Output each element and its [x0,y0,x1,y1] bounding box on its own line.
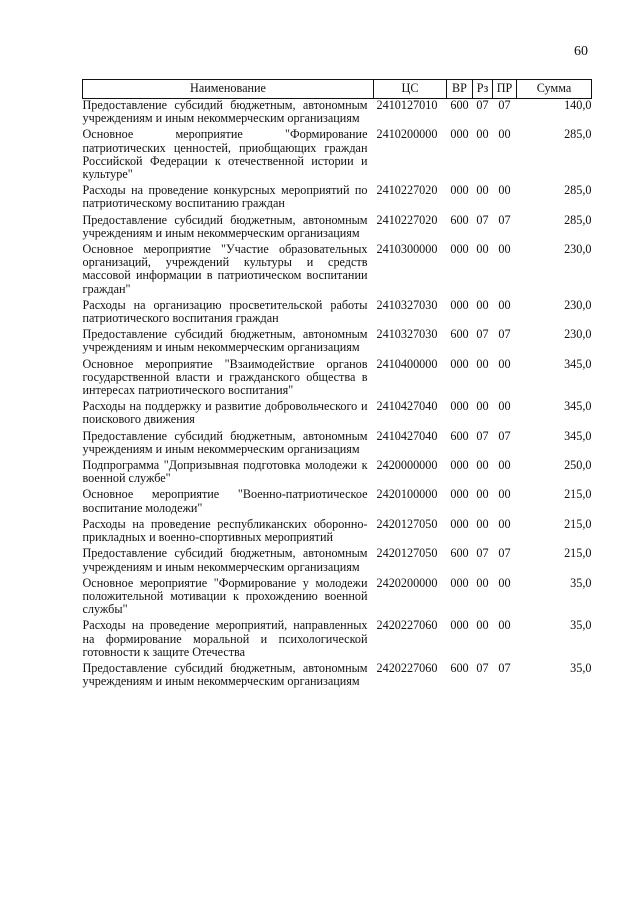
cell-rz: 00 [476,487,489,502]
cell-rz: 00 [476,575,489,590]
cell-sum: 285,0 [564,183,592,198]
cell-vr: 000 [450,242,469,257]
table-row [83,128,592,184]
header-rz: Рз [473,80,493,99]
cell-vr: 000 [450,356,469,371]
cell-name: Основное мероприятие "Взаимодействие органов государственной власти и гражданского общества в интересах патриотического воспитания" [82,356,368,398]
table-row [83,299,592,328]
cell-vr: 000 [450,487,469,502]
cell-vr: 600 [450,212,469,227]
cell-rz: 00 [476,399,489,414]
table-row [83,459,592,488]
cell-sum: 285,0 [564,127,592,142]
cell-sum: 230,0 [564,327,592,342]
cell-pr: 00 [498,356,511,371]
header-cs: ЦС [374,80,447,99]
cell-sum: 345,0 [564,428,592,443]
cell-rz: 00 [476,183,489,198]
cell-sum: 285,0 [564,212,592,227]
cell-vr: 000 [450,127,469,142]
cell-name: Расходы на проведение республиканских оборонно-прикладных и военно-спортивных мероприятий [82,516,368,545]
header-name: Наименование [83,80,374,99]
cell-rz: 00 [476,242,489,257]
cell-pr: 00 [498,575,511,590]
table-row [83,328,592,357]
cell-vr: 600 [450,327,469,342]
cell-cs: 2410127010 [376,98,438,112]
table-row [83,99,592,129]
cell-cs: 2420227060 [376,618,438,633]
cell-sum: 345,0 [564,399,592,414]
cell-sum: 230,0 [564,242,592,257]
header-sum: Сумма [517,80,592,99]
cell-rz: 00 [476,458,489,473]
cell-cs: 2410300000 [376,242,438,257]
cell-pr: 07 [498,546,511,561]
cell-vr: 000 [450,516,469,531]
cell-rz: 00 [476,618,489,633]
cell-cs: 2410400000 [376,356,438,371]
cell-pr: 00 [498,183,511,198]
cell-name: Предоставление субсидий бюджетным, автономным учреждениям и иным некоммерческим организациям [82,546,368,574]
cell-sum: 230,0 [564,297,592,312]
cell-cs: 2420100000 [376,487,438,502]
table-row [83,358,592,401]
cell-cs: 2420000000 [376,458,438,473]
cell-name: Расходы на организацию просветительской работы патриотического воспитания граждан [82,297,368,326]
cell-rz: 00 [476,516,489,531]
cell-cs: 2420127050 [376,546,438,561]
cell-sum: 250,0 [564,458,592,473]
cell-vr: 000 [450,183,469,198]
cell-vr: 600 [450,660,469,675]
cell-sum: 35,0 [570,575,592,590]
cell-cs: 2410327030 [376,327,438,342]
cell-rz: 07 [476,428,489,443]
cell-sum: 35,0 [570,618,592,633]
cell-name: Подпрограмма "Допризывная подготовка молодежи к военной службе" [82,458,368,486]
cell-cs: 2410227020 [376,212,438,227]
cell-pr: 00 [498,516,511,531]
cell-name: Предоставление субсидий бюджетным, автономным учреждениям и иным некоммерческим организациям [82,327,368,355]
table-row [83,430,592,459]
cell-sum: 215,0 [564,516,592,531]
cell-vr: 600 [450,98,469,112]
cell-pr: 00 [498,297,511,312]
cell-rz: 00 [476,356,489,371]
cell-pr: 00 [498,458,511,473]
cell-name: Предоставление субсидий бюджетным, автономным учреждениям и иным некоммерческим организациям [82,428,368,456]
cell-pr: 00 [498,618,511,633]
cell-vr: 600 [450,546,469,561]
cell-vr: 000 [450,575,469,590]
cell-cs: 2420227060 [376,660,438,675]
cell-rz: 07 [476,546,489,561]
cell-name: Основное мероприятие "Участие образовательных организаций, учреждений культуры и средств массовой информации в патриотическом воспитании граждан" [82,242,368,296]
cell-vr: 000 [450,458,469,473]
cell-sum: 215,0 [564,546,592,561]
table-row [83,577,592,620]
cell-cs: 2410427040 [376,399,438,414]
cell-cs: 2410227020 [376,183,438,198]
cell-pr: 07 [498,327,511,342]
cell-sum: 35,0 [570,660,592,675]
cell-name: Расходы на проведение мероприятий, направленных на формирование моральной и психологической готовности к защите Отечества [82,618,368,659]
cell-cs: 2410327030 [376,297,438,312]
cell-rz: 07 [476,660,489,675]
cell-rz: 07 [476,212,489,227]
cell-cs: 2410200000 [376,127,438,142]
cell-pr: 07 [498,98,511,112]
cell-name: Предоставление субсидий бюджетным, автономным учреждениям и иным некоммерческим организациям [82,660,368,689]
cell-sum: 345,0 [564,356,592,371]
cell-sum: 215,0 [564,487,592,502]
cell-pr: 07 [498,212,511,227]
cell-vr: 000 [450,618,469,633]
cell-name: Предоставление субсидий бюджетным, автономным учреждениям и иным некоммерческим организациям [82,212,368,240]
cell-pr: 00 [498,399,511,414]
table-row [83,243,592,299]
cell-name: Основное мероприятие "Военно-патриотическое воспитание молодежи" [82,487,368,515]
budget-table [82,79,592,691]
cell-rz: 07 [476,327,489,342]
cell-rz: 00 [476,297,489,312]
table-row [83,184,592,213]
cell-sum: 140,0 [564,98,592,112]
table-header [83,80,592,99]
cell-rz: 07 [476,98,489,112]
table-row [83,662,592,691]
cell-vr: 600 [450,428,469,443]
table-row [83,619,592,662]
cell-name: Основное мероприятие "Формирование у молодежи положительной мотивации к прохождению военной службы" [82,575,368,617]
cell-pr: 00 [498,487,511,502]
cell-name: Расходы на проведение конкурсных мероприятий по патриотическому воспитанию граждан [82,183,368,211]
cell-vr: 000 [450,297,469,312]
table-row [83,518,592,547]
page-number: 60 [574,44,588,59]
header-pr: ПР [493,80,517,99]
cell-name: Расходы на поддержку и развитие добровольческого и поискового движения [82,399,368,427]
cell-pr: 07 [498,428,511,443]
cell-rz: 00 [476,127,489,142]
cell-name: Предоставление субсидий бюджетным, автономным учреждениям и иным некоммерческим организациям [82,98,368,126]
cell-pr: 07 [498,660,511,675]
table-row [83,214,592,243]
cell-cs: 2420127050 [376,516,438,531]
table-row [83,400,592,429]
table-row [83,547,592,576]
table-body [83,99,592,692]
cell-vr: 000 [450,399,469,414]
cell-pr: 00 [498,127,511,142]
header-vr: ВР [447,80,473,99]
table-row [83,488,592,517]
cell-pr: 00 [498,242,511,257]
cell-cs: 2420200000 [376,575,438,590]
cell-cs: 2410427040 [376,428,438,443]
cell-name: Основное мероприятие "Формирование патриотических ценностей, приобщающих граждан Российской Федерации к отечественной истории и культуре" [82,127,368,182]
